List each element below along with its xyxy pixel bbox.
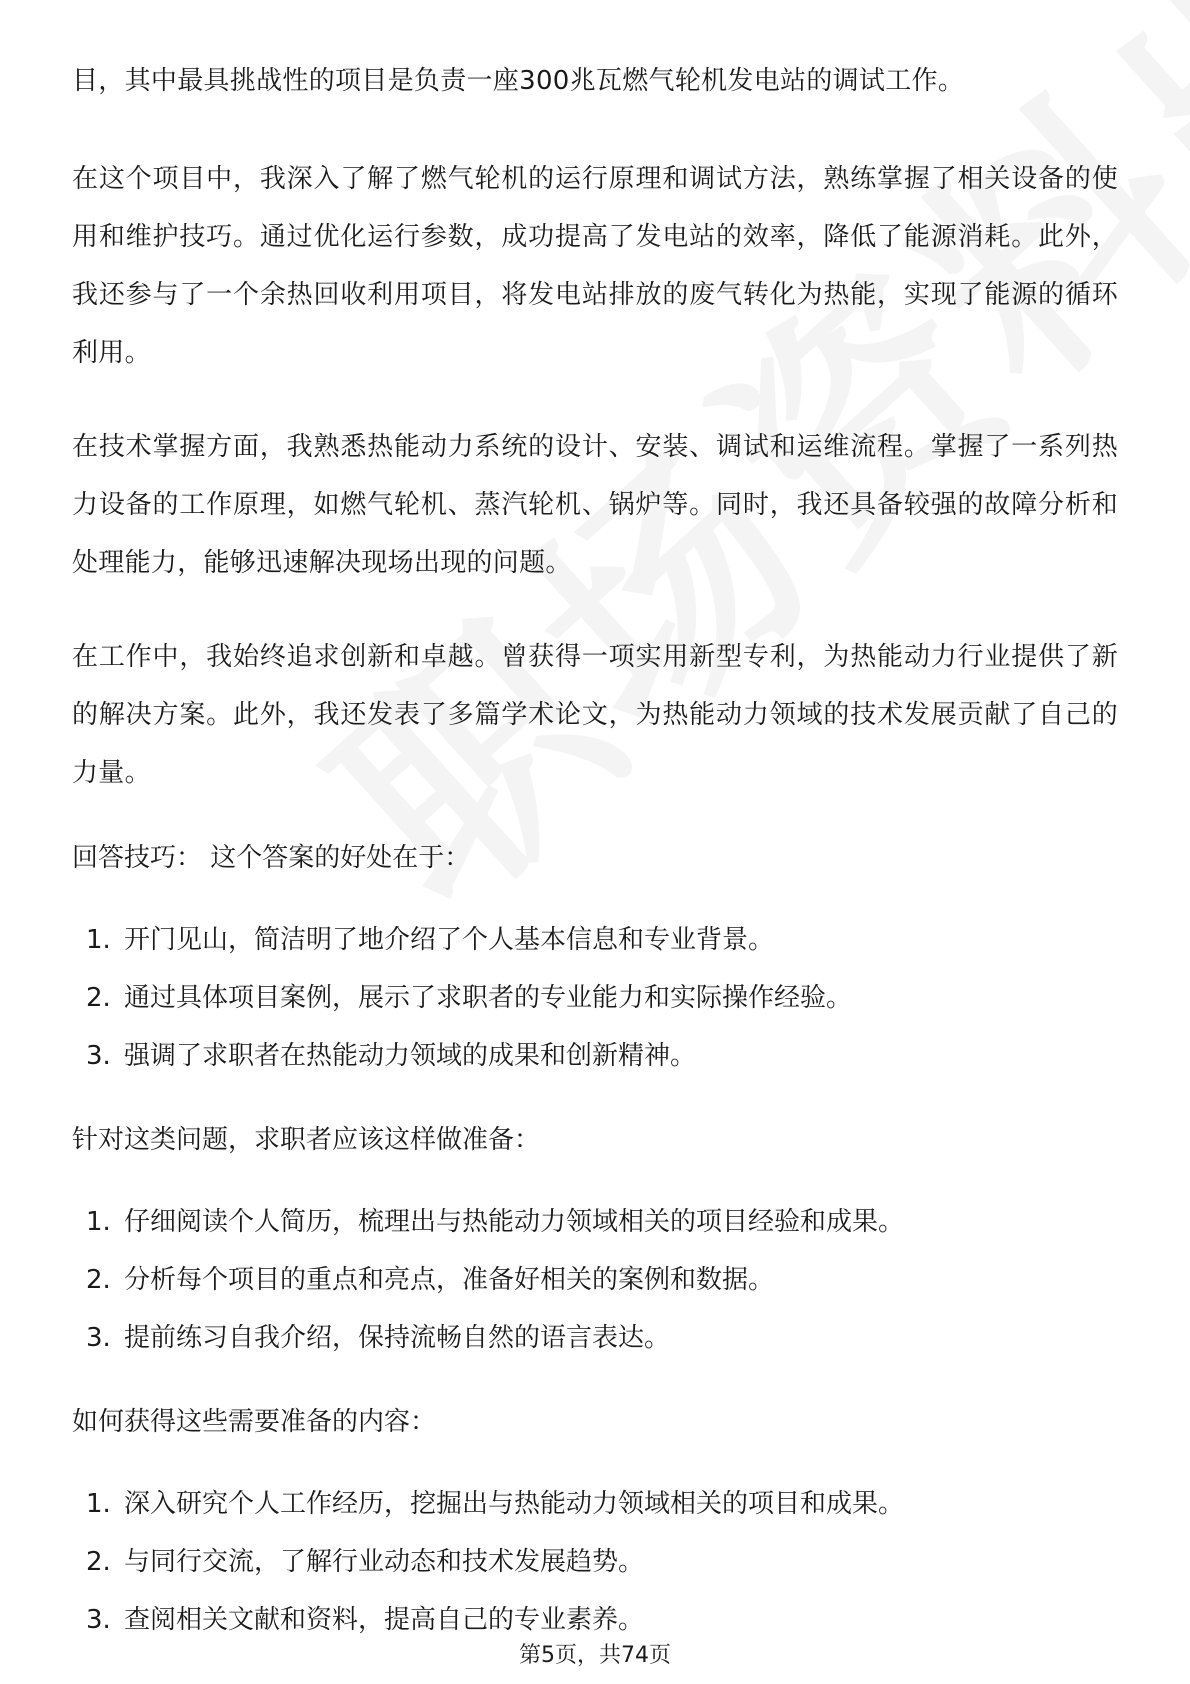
list-number: 1. [86, 1489, 111, 1519]
list-number: 1. [86, 1207, 111, 1237]
list-text: 提前练习自我介绍，保持流畅自然的语言表达。 [124, 1323, 671, 1353]
list-text: 分析每个项目的重点和亮点，准备好相关的案例和数据。 [124, 1265, 775, 1295]
paragraph-3: 在技术掌握方面，我熟悉热能动力系统的设计、安装、调试和运维流程。掌握了一系列热力设备的工作原理，如燃气轮机、蒸汽轮机、锅炉等。同时，我还具备较强的故障分析和处理能力，能够迅速解决现场出现的问题。 [72, 432, 1118, 578]
list-item [86, 920, 1118, 960]
list-text: 查阅相关文献和资料，提高自己的专业素养。 [124, 1605, 645, 1635]
tips-list [72, 920, 1118, 1076]
obtain-heading: 如何获得这些需要准备的内容： [72, 1407, 437, 1437]
tips-heading: 回答技巧： 这个答案的好处在于： [72, 843, 471, 873]
list-number: 1. [86, 925, 111, 955]
list-item [86, 1202, 1118, 1242]
list-text: 与同行交流，了解行业动态和技术发展趋势。 [124, 1547, 645, 1577]
page-number: 第5页，共74页 [519, 1643, 671, 1668]
list-item [86, 1260, 1118, 1300]
list-item [86, 1600, 1118, 1640]
list-number: 3. [86, 1041, 111, 1071]
list-number: 2. [86, 983, 111, 1013]
list-text: 深入研究个人工作经历，挖掘出与热能动力领域相关的项目和成果。 [124, 1489, 905, 1519]
paragraph-4: 在工作中，我始终追求创新和卓越。曾获得一项实用新型专利，为热能动力行业提供了新的解决方案。此外，我还发表了多篇学术论文，为热能动力领域的技术发展贡献了自己的力量。 [72, 642, 1118, 788]
list-item [86, 1484, 1118, 1524]
list-text: 通过具体项目案例，展示了求职者的专业能力和实际操作经验。 [124, 983, 853, 1013]
prepare-heading: 针对这类问题，求职者应该这样做准备： [72, 1125, 541, 1155]
paragraph-2: 在这个项目中，我深入了解了燃气轮机的运行原理和调试方法，熟练掌握了相关设备的使用和维护技巧。通过优化运行参数，成功提高了发电站的效率，降低了能源消耗。此外，我还参与了一个余热回收利用项目，将发电站排放的废气转化为热能，实现了能源的循环利用。 [72, 164, 1118, 368]
list-text: 开门见山，简洁明了地介绍了个人基本信息和专业背景。 [124, 925, 775, 955]
list-number: 2. [86, 1265, 111, 1295]
prepare-list [72, 1202, 1118, 1358]
list-number: 3. [86, 1605, 111, 1635]
list-item [86, 978, 1118, 1018]
list-item [86, 1036, 1118, 1076]
list-item [86, 1542, 1118, 1582]
list-number: 3. [86, 1323, 111, 1353]
list-text: 仔细阅读个人简历，梳理出与热能动力领域相关的项目经验和成果。 [124, 1207, 905, 1237]
list-item [86, 1318, 1118, 1358]
list-number: 2. [86, 1547, 111, 1577]
list-text: 强调了求职者在热能动力领域的成果和创新精神。 [124, 1041, 697, 1071]
paragraph-1: 目，其中最具挑战性的项目是负责一座300兆瓦燃气轮机发电站的调试工作。 [72, 66, 965, 96]
obtain-list [72, 1484, 1118, 1640]
